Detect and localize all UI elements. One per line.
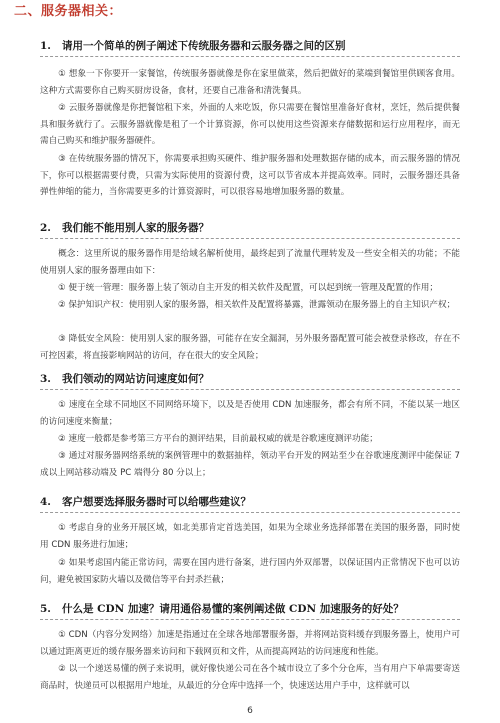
question-4-paragraph-2: ② 如果考虑国内能正常访问，需要在国内进行备案，进行国内外双部署，以保证国内正常情况下也可以访问，避免被国家防火墙以及微信等平台封杀拦截； [40, 558, 460, 585]
question-2-paragraph-3: ② 保护知识产权：使用别人家的服务器，相关软件及配置将暴露，泄露领动在服务器上的自主知识产权； [58, 300, 456, 310]
question-5-heading [40, 601, 486, 616]
question-3-paragraph-3: ③ 通过对服务器网络系统的案例管理中的数据抽样，领动平台开发的网站至少在谷歌速度测评中能保证 7 成以上网站移动端及 PC 端得分 80 分以上； [40, 451, 460, 478]
question-5-paragraph-1: ① CDN（内容分发网络）加速是指通过在全球各地部署服务器，并将网站资料缓存到服务器上，使用户可以通过距离更近的缓存服务器来访问和下载网页和文件，从而提高网站的访问速度和性能。 [40, 630, 460, 657]
question-2-number: 2. [40, 222, 51, 234]
divider [40, 512, 460, 513]
divider [40, 389, 460, 390]
question-3-number: 3. [40, 373, 51, 385]
question-3-title: 我们领动的网站访问速度如何？ [62, 373, 209, 385]
question-4-heading [40, 494, 486, 509]
question-2-paragraph-1: 概念：这里所说的服务器作用是给域名解析使用，最终起到了流量代理转发及一些安全相关的功能；不能使用别人家的服务器理由如下： [40, 249, 460, 276]
question-2-heading [40, 220, 486, 235]
question-3-paragraph-1: ① 速度在全球不同地区不同网络环境下，以及是否使用 CDN 加速服务，都会有所不同，不能以某一地区的访问速度来衡量； [40, 400, 460, 427]
question-5-title: 什么是 CDN 加速？请用通俗易懂的案例阐述做 CDN 加速服务的好处？ [62, 603, 404, 615]
question-2-title: 我们能不能用别人家的服务器？ [62, 222, 209, 234]
question-1-number: 1. [40, 40, 51, 52]
divider [40, 238, 460, 239]
question-1-paragraph-3: ③ 在传统服务器的情况下，你需要承担购买硬件、维护服务器和处理数据存储的成本，而云服务器的情况下，你可以根据需要付费，只需为实际使用的资源付费，这可以节省成本并提高效率。同时，云服务器还具备弹性伸缩的能力，当你需要更多的计算资源时，可以很容易地增加服务器的数量。 [40, 154, 460, 197]
divider [40, 619, 460, 620]
divider [40, 56, 460, 57]
question-4-paragraph-1: ① 考虑自身的业务开展区域，如北美那肯定首选美国，如果为全球业务选择部署在美国的服务器，同时使用 CDN 服务进行加速； [40, 523, 460, 550]
page-number: 6 [247, 706, 253, 716]
question-5-number: 5. [40, 603, 51, 615]
question-4-number: 4. [40, 496, 51, 508]
question-3-heading [40, 371, 486, 386]
question-2-paragraph-2: ① 便于统一管理：服务器上装了领动自主开发的相关软件及配置，可以起到统一管理及配置的作用； [58, 283, 438, 293]
question-2-paragraph-4: ③ 降低安全风险：使用别人家的服务器，可能存在安全漏洞，另外服务器配置可能会被登录修改，存在不可控因素，将直接影响网站的访问，存在很大的安全风险； [40, 334, 460, 361]
question-1-heading [40, 38, 486, 53]
question-1-title: 请用一个简单的例子阐述下传统服务器和云服务器之间的区别 [62, 40, 346, 52]
question-1-paragraph-2: ② 云服务器就像是你把餐馆租下来，外面的人来吃饭，你只需要在餐馆里准备好食材，烹饪，然后提供餐具和服务就行了。云服务器就像是租了一个计算资源，你可以使用这些资源来存储数据和运行应用程序，而无需自己购买和维护服务器硬件。 [40, 103, 460, 146]
question-1-paragraph-1: ① 想象一下你要开一家餐馆，传统服务器就像是你在家里做菜，然后把做好的菜端到餐馆里供顾客食用。这种方式需要你自己购买厨房设备，食材，还要自己准备和清洗餐具。 [40, 69, 460, 96]
question-3-paragraph-2: ② 速度一般都是参考第三方平台的测评结果，目前最权威的就是谷歌速度测评功能； [58, 434, 378, 444]
question-5-paragraph-2: ② 以一个递送易懂的例子来说明，就好像快递公司在各个城市设立了多个分仓库，当有用户下单需要寄送商品时，快递员可以根据用户地址，从最近的分仓库中选择一个，快速送达用户手中，这样就可以 [40, 664, 460, 691]
question-4-title: 客户想要选择服务器时可以给哪些建议？ [62, 496, 251, 508]
section-title: 二、服务器相关： [14, 4, 123, 19]
